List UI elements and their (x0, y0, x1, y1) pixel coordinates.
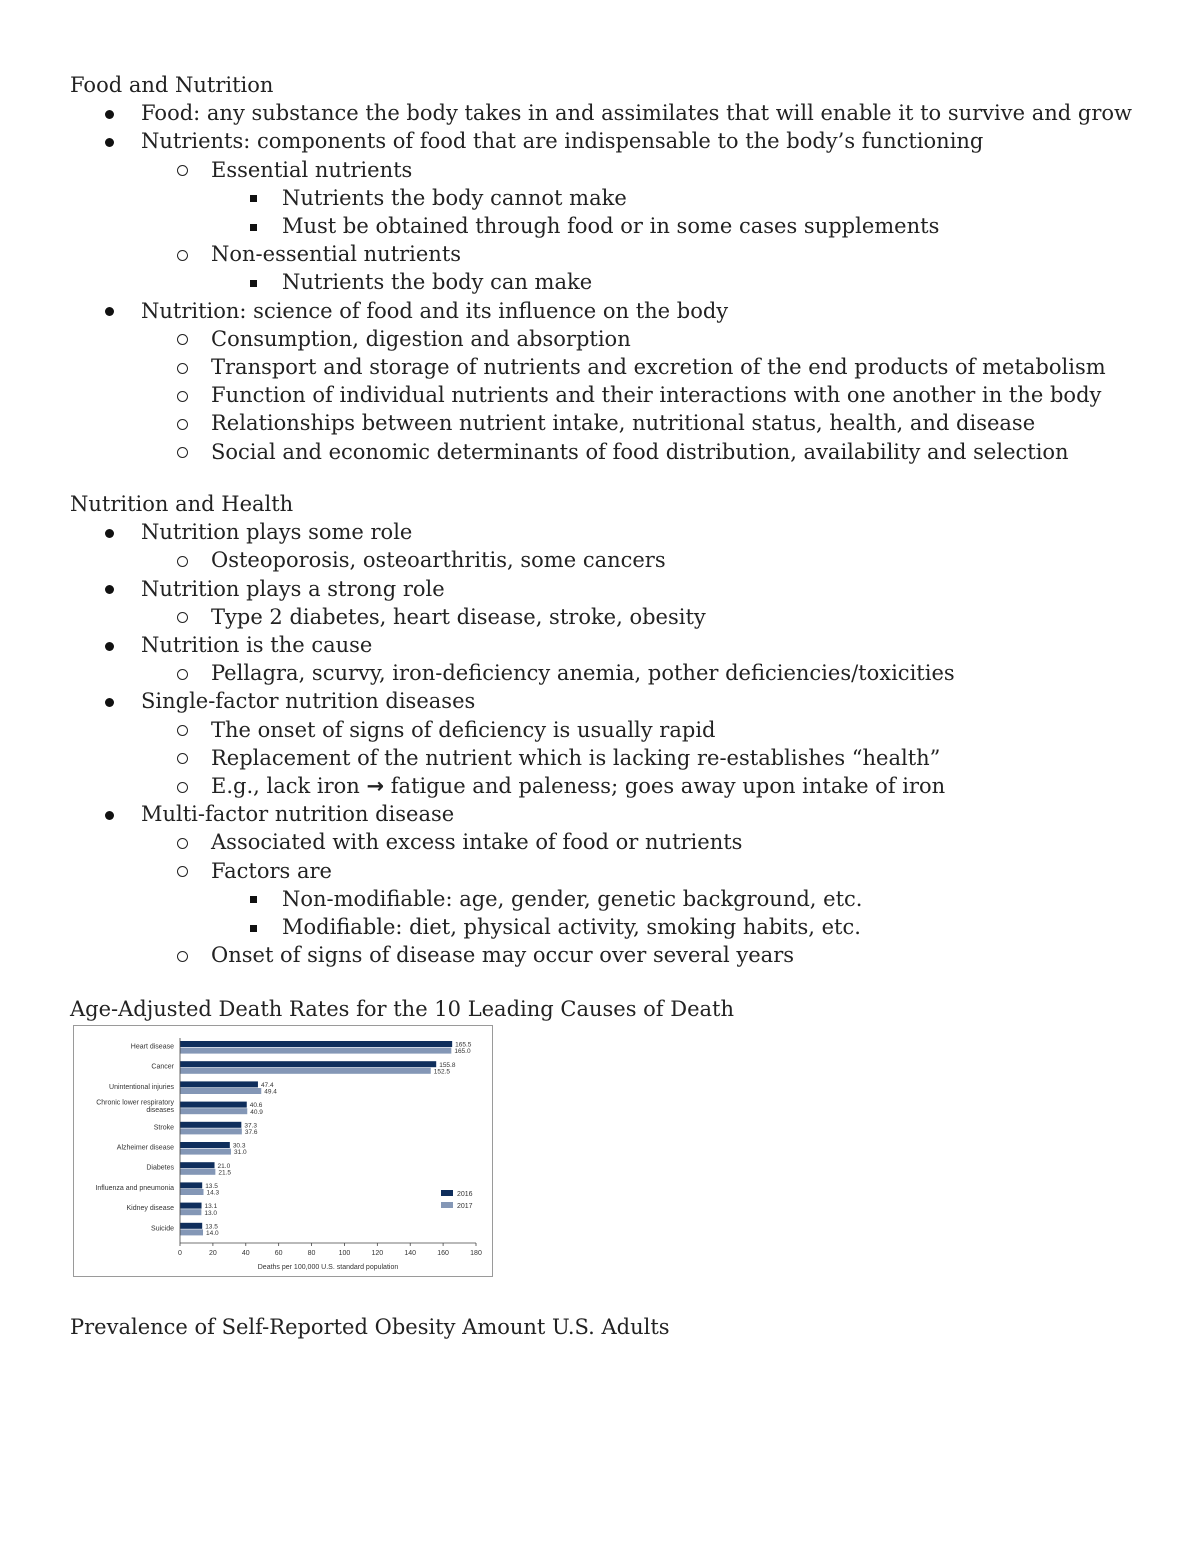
list-item (211, 773, 945, 799)
bullet-square-icon (250, 224, 257, 231)
bar (180, 1182, 202, 1188)
bar (180, 1088, 261, 1094)
bar (180, 1229, 203, 1235)
list-item: Type 2 diabetes, heart disease, stroke, obesity (211, 604, 706, 629)
bar (180, 1068, 431, 1074)
bullet-square-icon (250, 896, 257, 903)
list-item: Single-factor nutrition diseases (141, 689, 476, 714)
bullet-square-icon (250, 195, 257, 202)
list-item: Factors are (211, 858, 332, 883)
data-label: 155.8 (439, 1061, 456, 1069)
bar (180, 1149, 231, 1155)
bar (180, 1162, 215, 1168)
category-label: Stroke (153, 1124, 174, 1132)
bar (180, 1223, 202, 1229)
data-label: 40.6 (249, 1102, 263, 1110)
list-item: Nutrients the body can make (282, 270, 593, 295)
bar (180, 1102, 247, 1108)
bar (180, 1061, 436, 1067)
bullet-disc-icon (105, 642, 114, 651)
legend-label: 2016 (457, 1191, 473, 1198)
section-heading: Nutrition and Health (70, 492, 294, 516)
data-label: 37.3 (244, 1122, 257, 1130)
chart-heading: Age-Adjusted Death Rates for the 10 Leading Causes of Death (70, 997, 734, 1021)
bar (180, 1142, 230, 1148)
bullet-circle-icon (177, 165, 188, 176)
data-label: 30.3 (232, 1142, 246, 1150)
data-label: 31.0 (233, 1149, 247, 1157)
category-label: Unintentional injuries (109, 1083, 174, 1091)
category-label: Diabetes (146, 1164, 174, 1172)
x-tick-label: 140 (404, 1250, 417, 1257)
x-tick-label: 100 (338, 1250, 351, 1257)
bullet-circle-icon (177, 866, 188, 877)
bar (180, 1203, 202, 1209)
list-item: Consumption, digestion and absorption (211, 326, 631, 351)
bar (180, 1128, 242, 1134)
bar (180, 1081, 258, 1087)
list-item: Nutrition plays some role (141, 520, 413, 545)
data-label: 47.4 (260, 1082, 274, 1089)
category-label: Chronic lower respiratory (96, 1099, 174, 1107)
bullet-circle-icon (177, 447, 188, 458)
bullet-disc-icon (105, 307, 114, 316)
data-label: 40.9 (250, 1108, 263, 1116)
data-label: 13.5 (205, 1223, 218, 1231)
list-item: Nutrition plays a strong role (141, 576, 445, 601)
bar (180, 1189, 204, 1195)
bar (180, 1048, 451, 1054)
list-item: Relationships between nutrient intake, nutritional status, health, and disease (211, 411, 1036, 436)
list-item: Nutrients the body cannot make (282, 185, 627, 210)
category-label: Suicide (151, 1225, 174, 1233)
data-label: 165.5 (455, 1041, 472, 1049)
category-label: Kidney disease (126, 1205, 174, 1213)
bullet-circle-icon (177, 363, 188, 374)
list-item: Replacement of the nutrient which is lacking re-establishes “health” (211, 745, 941, 770)
list-item: Non-essential nutrients (211, 242, 462, 267)
data-label: 49.4 (264, 1088, 277, 1096)
bullet-circle-icon (177, 612, 188, 623)
category-label: diseases (146, 1107, 174, 1115)
bullet-circle-icon (177, 391, 188, 402)
bar (180, 1169, 215, 1175)
list-item: Transport and storage of nutrients and excretion of the end products of metabolism (211, 355, 1106, 379)
list-item: Essential nutrients (211, 157, 413, 182)
list-item: Social and economic determinants of food distribution, availability and selection (211, 439, 1069, 464)
bullet-disc-icon (105, 138, 114, 147)
list-item: Non-modifiable: age, gender, genetic background, etc. (282, 886, 863, 911)
bullet-circle-icon (177, 556, 188, 567)
list-item: The onset of signs of deficiency is usually rapid (211, 717, 716, 742)
bullet-circle-icon (177, 334, 188, 345)
bullet-circle-icon (177, 419, 188, 430)
list-item: Pellagra, scurvy, iron-deficiency anemia, pother deficiencies/toxicities (211, 661, 955, 686)
legend-label: 2017 (457, 1203, 473, 1210)
category-label: Heart disease (130, 1043, 174, 1051)
bar (180, 1041, 452, 1047)
x-tick-label: 180 (470, 1250, 482, 1257)
bar (180, 1108, 247, 1114)
bullet-disc-icon (105, 110, 114, 119)
death-rates-chart (73, 1025, 493, 1277)
bullet-disc-icon (105, 529, 114, 538)
x-axis-label: Deaths per 100,000 U.S. standard population (257, 1264, 399, 1271)
list-item: Multi-factor nutrition disease (141, 802, 455, 827)
data-label: 13.5 (205, 1183, 218, 1190)
x-tick-label: 60 (274, 1250, 283, 1257)
data-label: 37.6 (244, 1129, 258, 1136)
list-item: Nutrients: components of food that are indispensable to the body’s functioning (141, 129, 984, 154)
list-item: Osteoporosis, osteoarthritis, some cancers (211, 548, 666, 573)
bullet-circle-icon (177, 669, 188, 680)
data-label: 14.3 (206, 1189, 220, 1197)
data-label: 21.5 (218, 1169, 232, 1177)
x-tick-label: 160 (437, 1250, 449, 1257)
bullet-circle-icon (177, 753, 188, 764)
bullet-circle-icon (177, 250, 188, 261)
list-item: Nutrition is the cause (141, 633, 373, 657)
bullet-square-icon (250, 280, 257, 287)
bullet-disc-icon (105, 585, 114, 594)
list-item-text-after: fatigue and paleness; goes away upon intake of iron (390, 774, 946, 798)
data-label: 13.1 (204, 1203, 218, 1211)
chart-svg (74, 1026, 494, 1278)
bullet-circle-icon (177, 838, 188, 849)
section-heading: Food and Nutrition (70, 73, 274, 97)
bullet-disc-icon (105, 698, 114, 707)
list-item: Nutrition: science of food and its influence on the body (141, 298, 729, 323)
list-item-text: E.g., lack iron (211, 774, 360, 798)
legend-swatch (441, 1202, 453, 1208)
x-tick-label: 0 (178, 1250, 182, 1257)
list-item: Function of individual nutrients and their interactions with one another in the body (211, 383, 1102, 408)
data-label: 152.5 (433, 1068, 451, 1076)
category-label: Alzheimer disease (116, 1144, 174, 1152)
category-label: Cancer (151, 1063, 174, 1071)
obesity-heading: Prevalence of Self-Reported Obesity Amount U.S. Adults (70, 1315, 670, 1339)
bullet-circle-icon (177, 951, 188, 962)
data-label: 13.0 (204, 1209, 218, 1217)
bar (180, 1209, 201, 1215)
list-item: Onset of signs of disease may occur over several years (211, 943, 795, 968)
x-tick-label: 120 (371, 1250, 384, 1257)
bar (180, 1122, 241, 1128)
bullet-disc-icon (105, 811, 114, 820)
bullet-circle-icon (177, 725, 188, 736)
list-item: Associated with excess intake of food or nutrients (211, 830, 743, 855)
legend-swatch (441, 1190, 453, 1196)
list-item: Food: any substance the body takes in and assimilates that will enable it to survive and grow (141, 101, 1132, 126)
x-tick-label: 80 (307, 1250, 316, 1257)
list-item: Modifiable: diet, physical activity, smoking habits, etc. (282, 915, 861, 939)
data-label: 21.0 (217, 1162, 231, 1170)
data-label: 14.0 (206, 1230, 219, 1237)
x-tick-label: 40 (241, 1250, 250, 1257)
bullet-circle-icon (177, 782, 188, 793)
right-arrow-icon: → (366, 774, 385, 798)
list-item: Must be obtained through food or in some cases supplements (282, 214, 940, 238)
x-tick-label: 20 (208, 1250, 217, 1257)
bullet-square-icon (250, 925, 257, 932)
category-label: Influenza and pneumonia (95, 1184, 174, 1192)
data-label: 165.0 (454, 1048, 471, 1056)
